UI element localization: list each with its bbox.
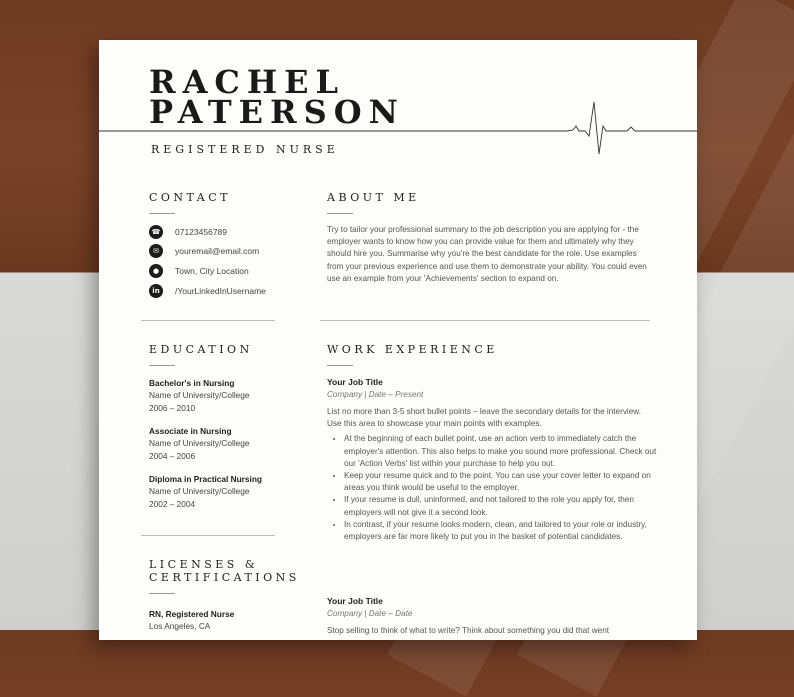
heading-underline [327,365,353,366]
years: 2002 – 2004 [149,498,196,509]
job-title: REGISTERED NURSE [151,143,339,156]
contact-email [149,244,259,258]
degree: Associate in Nursing [149,426,232,436]
about-text: Try to tailor your professional summary to the job description you are applying for - the employer wants to know how you can provide value for them and ultimately why they should hire you. Summarise why you're the best candidate for the role. Use examples from your previous experience and use them to demonstrate your ability. You could even use an example from your 'Achievements' section to expand on. [327,225,647,283]
job-bullets [327,433,657,543]
education-item [149,425,250,462]
linkedin-text: /YourLinkedInUsername [175,286,266,296]
job-entry-meta: Company | Date – Present [327,390,424,399]
job-bullet: • At the beginning of each bullet point, use an action verb to immediately catch the employer's attention. This also helps to make you sound more professional. Check out our 'Action Verbs' list within your purchase to help you out. [344,433,657,470]
education-item [149,377,250,414]
heading-underline [327,213,353,214]
job-bullet: • In contrast, if your resume looks modern, clean, and tailored to your role or industry, employers are far more likely to put you in the basket of potential candidates. [344,519,657,543]
email-text: youremail@email.com [175,246,260,256]
first-name: RACHEL [149,63,346,101]
left-divider [141,535,275,536]
school: Name of University/College [149,486,250,497]
job-entry [327,596,657,637]
licenses-heading-line1: LICENSES & [149,558,259,571]
job-entry-title: Your Job Title [327,596,383,606]
phone-icon: ☎ [149,225,163,239]
school: Name of University/College [149,438,250,449]
degree: Diploma in Practical Nursing [149,474,262,484]
license-item [149,608,234,633]
education-heading: EDUCATION [149,343,253,356]
school: Name of University/College [149,390,250,401]
years: 2006 – 2010 [149,402,196,413]
job-bullet: • Keep your resume quick and to the point. You can use your cover letter to expand on areas you think would be useful to the employer. [344,470,657,494]
location-icon: ● [149,264,163,278]
years: 2004 – 2006 [149,450,196,461]
heading-underline [149,213,175,214]
contact-phone [149,225,227,239]
right-divider [320,320,650,321]
degree: Bachelor's in Nursing [149,378,235,388]
job-entry-intro: List no more than 3-5 short bullet points – leave the secondary details for the interview. Use this area to showcase your main points with examples. [327,407,642,429]
license-name: RN, Registered Nurse [149,609,235,619]
last-name: PATERSON [149,93,405,131]
left-divider [141,320,275,321]
about-heading: ABOUT ME [327,191,420,204]
phone-text: 07123456789 [175,227,228,237]
linkedin-icon: in [149,284,163,298]
heading-underline [149,593,175,594]
job-entry [327,377,657,543]
license-location: Los Angeles, CA [149,621,211,632]
contact-location [149,264,249,278]
job-entry-intro: Stop selling to think of what to write? Think about something you did that went [327,626,610,635]
work-heading: WORK EXPERIENCE [327,343,498,356]
contact-linkedin [149,284,266,298]
email-icon: ✉ [149,244,163,258]
resume-page [99,40,697,640]
job-entry-meta: Company | Date – Date [327,609,413,618]
heading-underline [149,365,175,366]
licenses-heading-line2: CERTIFICATIONS [149,571,300,584]
contact-heading: CONTACT [149,191,231,204]
location-text: Town, City Location [175,266,249,276]
job-bullet: • If your resume is dull, uninformed, and not tailored to the role you apply for, then employers will not give it a second look. [344,494,657,518]
job-entry-title: Your Job Title [327,377,383,387]
education-item [149,473,262,510]
